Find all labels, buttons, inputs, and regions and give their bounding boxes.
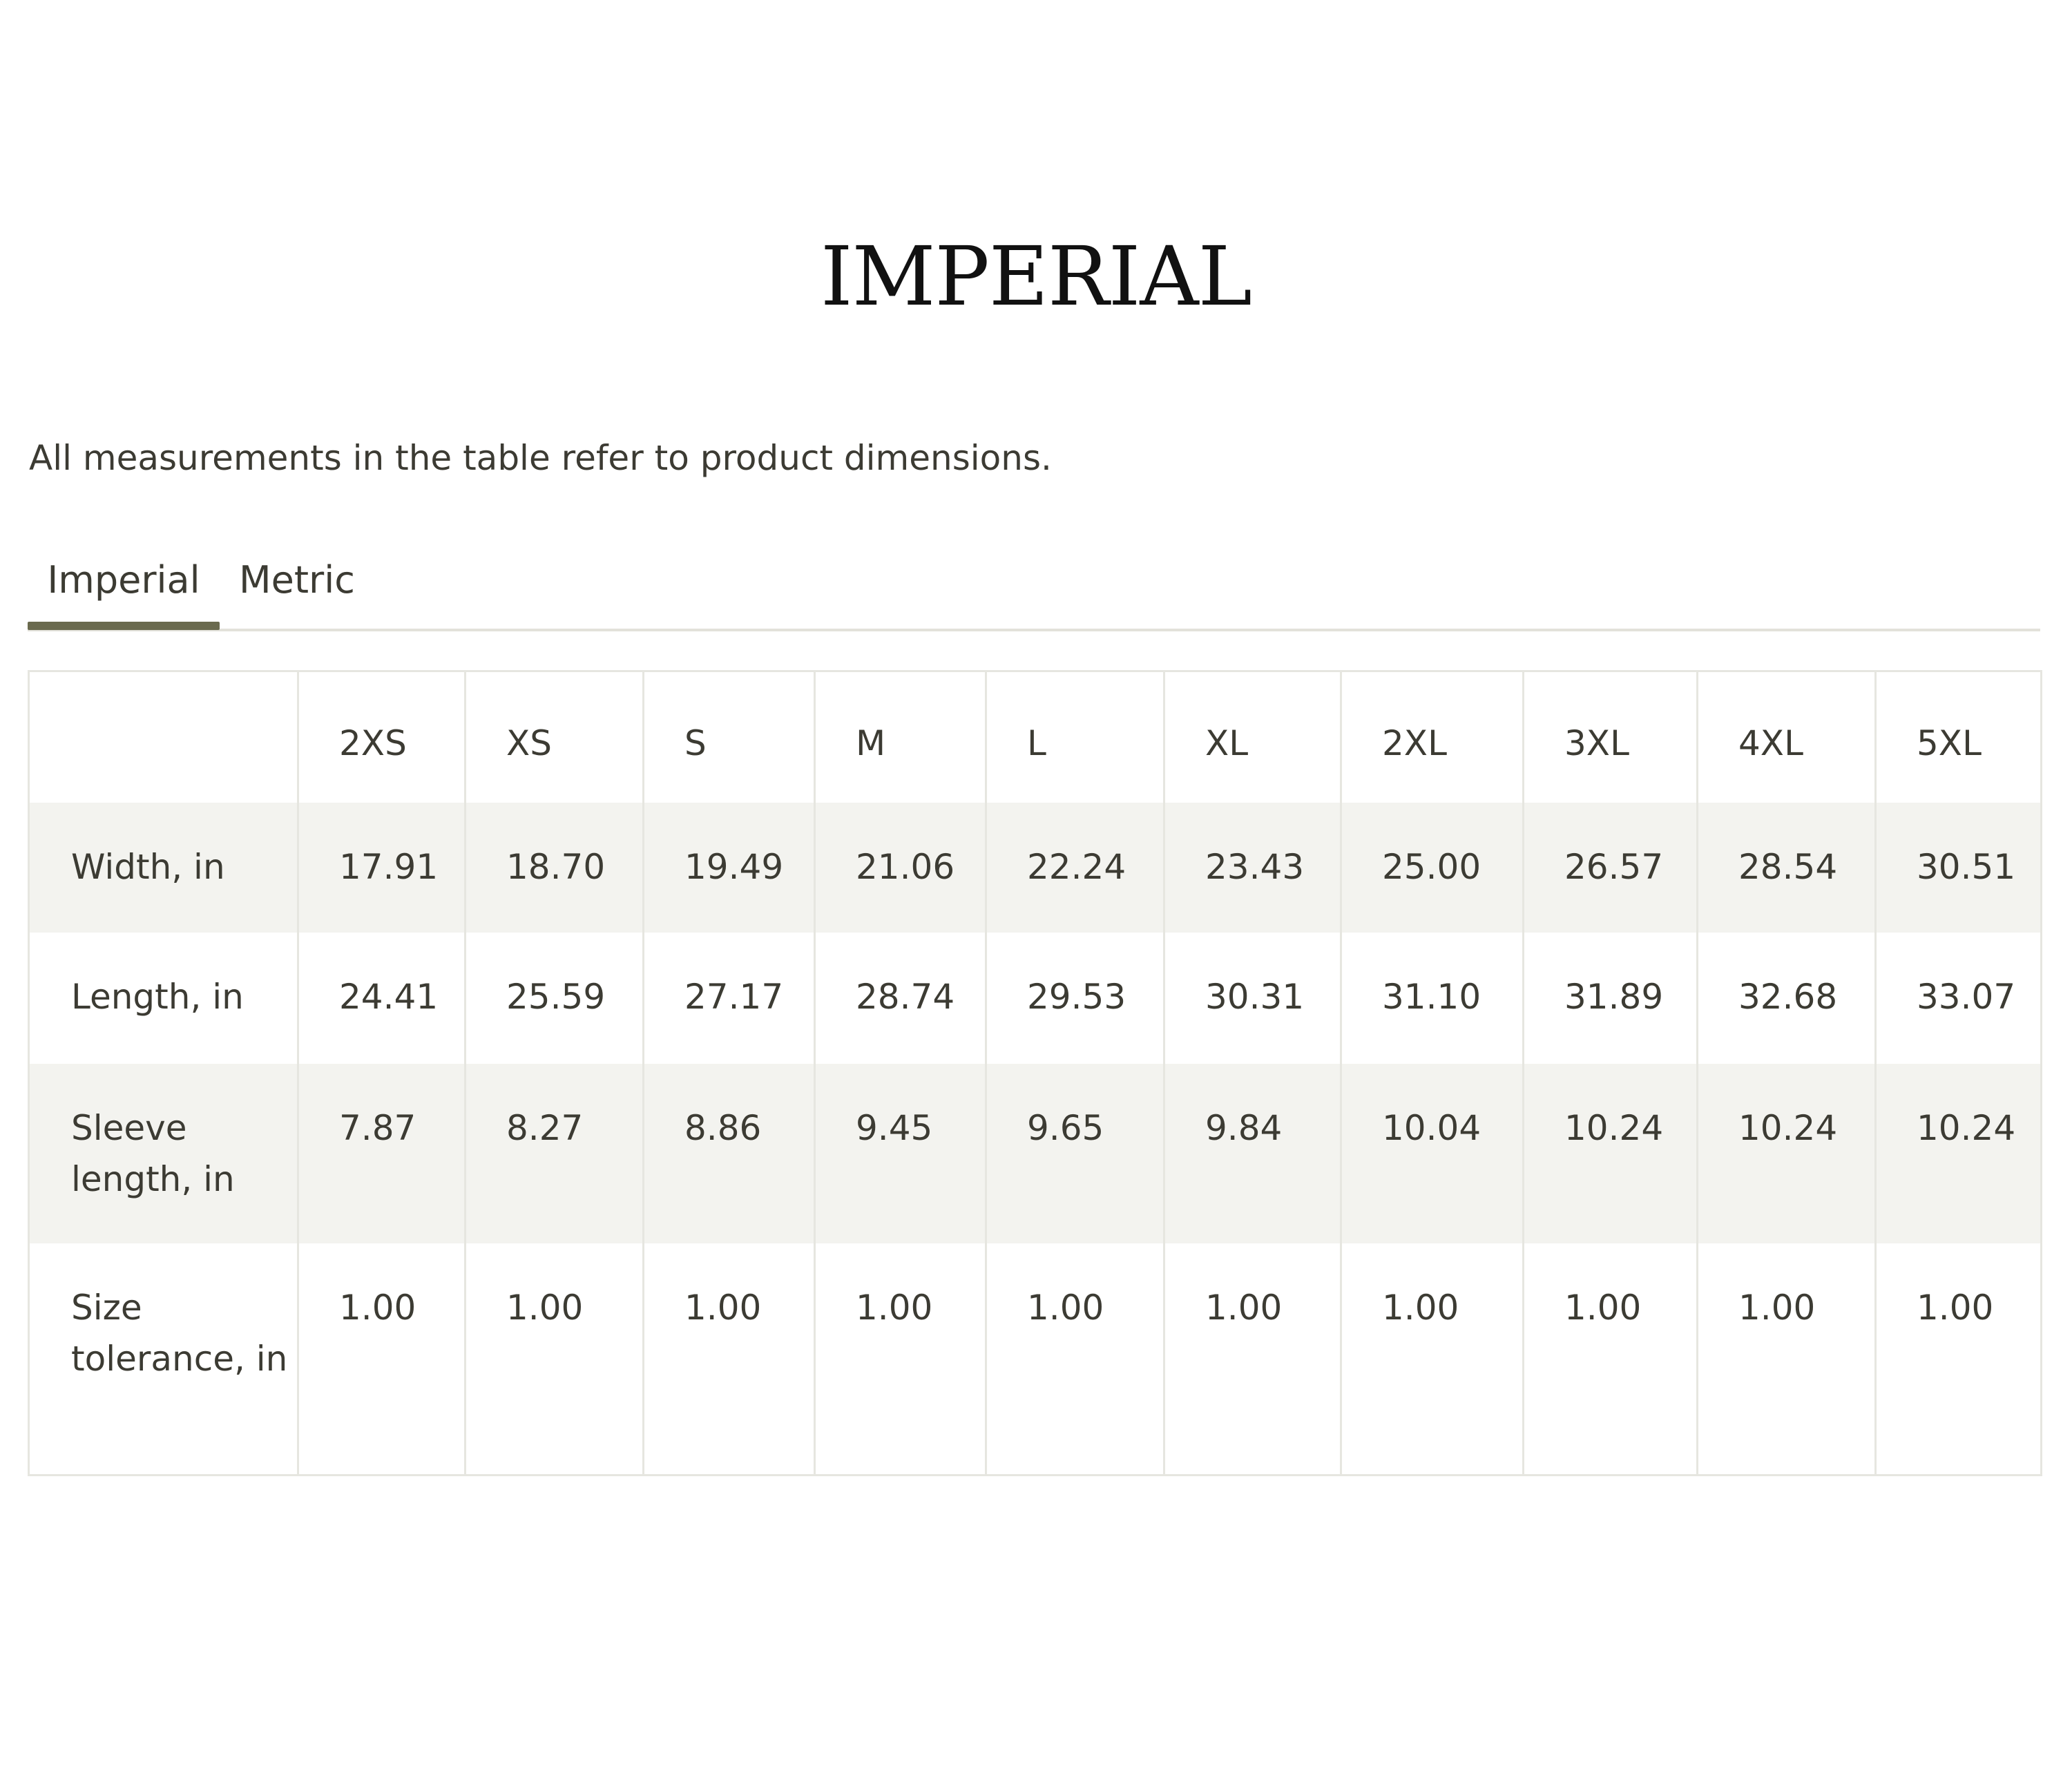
- table-cell: 7.87: [298, 1064, 466, 1243]
- table-cell: 30.31: [1164, 933, 1341, 1064]
- header-size-xs: XS: [466, 671, 644, 803]
- row-label: Sleeve length, in: [29, 1064, 298, 1243]
- tab-imperial[interactable]: [28, 546, 220, 627]
- table-cell: 21.06: [815, 803, 986, 933]
- table-cell: 10.04: [1341, 1064, 1524, 1243]
- table-cell: 33.07: [1876, 933, 2042, 1064]
- header-size-xl: XL: [1164, 671, 1341, 803]
- page-title: IMPERIAL: [820, 229, 1251, 324]
- tab-imperial-label: Imperial: [47, 558, 200, 602]
- table-cell: 9.45: [815, 1064, 986, 1243]
- table-cell: 25.59: [466, 933, 644, 1064]
- table-row-length: [29, 933, 2042, 1064]
- table-cell: 1.00: [466, 1243, 644, 1476]
- table-cell: 17.91: [298, 803, 466, 933]
- header-size-2xl: 2XL: [1341, 671, 1524, 803]
- table-cell: 1.00: [1164, 1243, 1341, 1476]
- table-cell: 28.54: [1698, 803, 1876, 933]
- table-cell: 10.24: [1524, 1064, 1698, 1243]
- table-cell: 8.27: [466, 1064, 644, 1243]
- table-cell: 9.65: [986, 1064, 1164, 1243]
- header-size-2xs: 2XS: [298, 671, 466, 803]
- table-cell: 1.00: [986, 1243, 1164, 1476]
- size-chart-table: [28, 670, 2042, 1476]
- table-header-row: [29, 671, 2042, 803]
- table-cell: 1.00: [815, 1243, 986, 1476]
- unit-tabs: [28, 546, 2040, 631]
- header-size-3xl: 3XL: [1524, 671, 1698, 803]
- header-size-m: M: [815, 671, 986, 803]
- table-cell: 18.70: [466, 803, 644, 933]
- table-cell: 9.84: [1164, 1064, 1341, 1243]
- table-cell: 19.49: [644, 803, 815, 933]
- table-cell: 23.43: [1164, 803, 1341, 933]
- header-size-s: S: [644, 671, 815, 803]
- table-cell: 10.24: [1698, 1064, 1876, 1243]
- table-cell: 1.00: [644, 1243, 815, 1476]
- table-cell: 1.00: [1876, 1243, 2042, 1476]
- row-label: Width, in: [29, 803, 298, 933]
- tab-metric-label: Metric: [239, 558, 355, 602]
- table-cell: 31.89: [1524, 933, 1698, 1064]
- table-cell: 28.74: [815, 933, 986, 1064]
- table-cell: 24.41: [298, 933, 466, 1064]
- table-cell: 1.00: [1341, 1243, 1524, 1476]
- table-cell: 27.17: [644, 933, 815, 1064]
- active-tab-indicator: [28, 622, 220, 630]
- row-label: Length, in: [29, 933, 298, 1064]
- table-cell: 26.57: [1524, 803, 1698, 933]
- table-row-sleeve-length: [29, 1064, 2042, 1243]
- table-row-width: [29, 803, 2042, 933]
- table-cell: 1.00: [1698, 1243, 1876, 1476]
- header-empty-cell: [29, 671, 298, 803]
- tab-metric[interactable]: [239, 546, 384, 627]
- table-cell: 22.24: [986, 803, 1164, 933]
- header-size-l: L: [986, 671, 1164, 803]
- table-cell: 1.00: [1524, 1243, 1698, 1476]
- table-cell: 10.24: [1876, 1064, 2042, 1243]
- table-cell: 1.00: [298, 1243, 466, 1476]
- table-cell: 31.10: [1341, 933, 1524, 1064]
- table-row-size-tolerance: [29, 1243, 2042, 1476]
- header-size-4xl: 4XL: [1698, 671, 1876, 803]
- row-label: Size tolerance, in: [29, 1243, 298, 1476]
- table-cell: 30.51: [1876, 803, 2042, 933]
- measurement-note: All measurements in the table refer to product dimensions.: [29, 438, 1052, 478]
- table-cell: 32.68: [1698, 933, 1876, 1064]
- header-size-5xl: 5XL: [1876, 671, 2042, 803]
- table-cell: 25.00: [1341, 803, 1524, 933]
- table-cell: 29.53: [986, 933, 1164, 1064]
- table-cell: 8.86: [644, 1064, 815, 1243]
